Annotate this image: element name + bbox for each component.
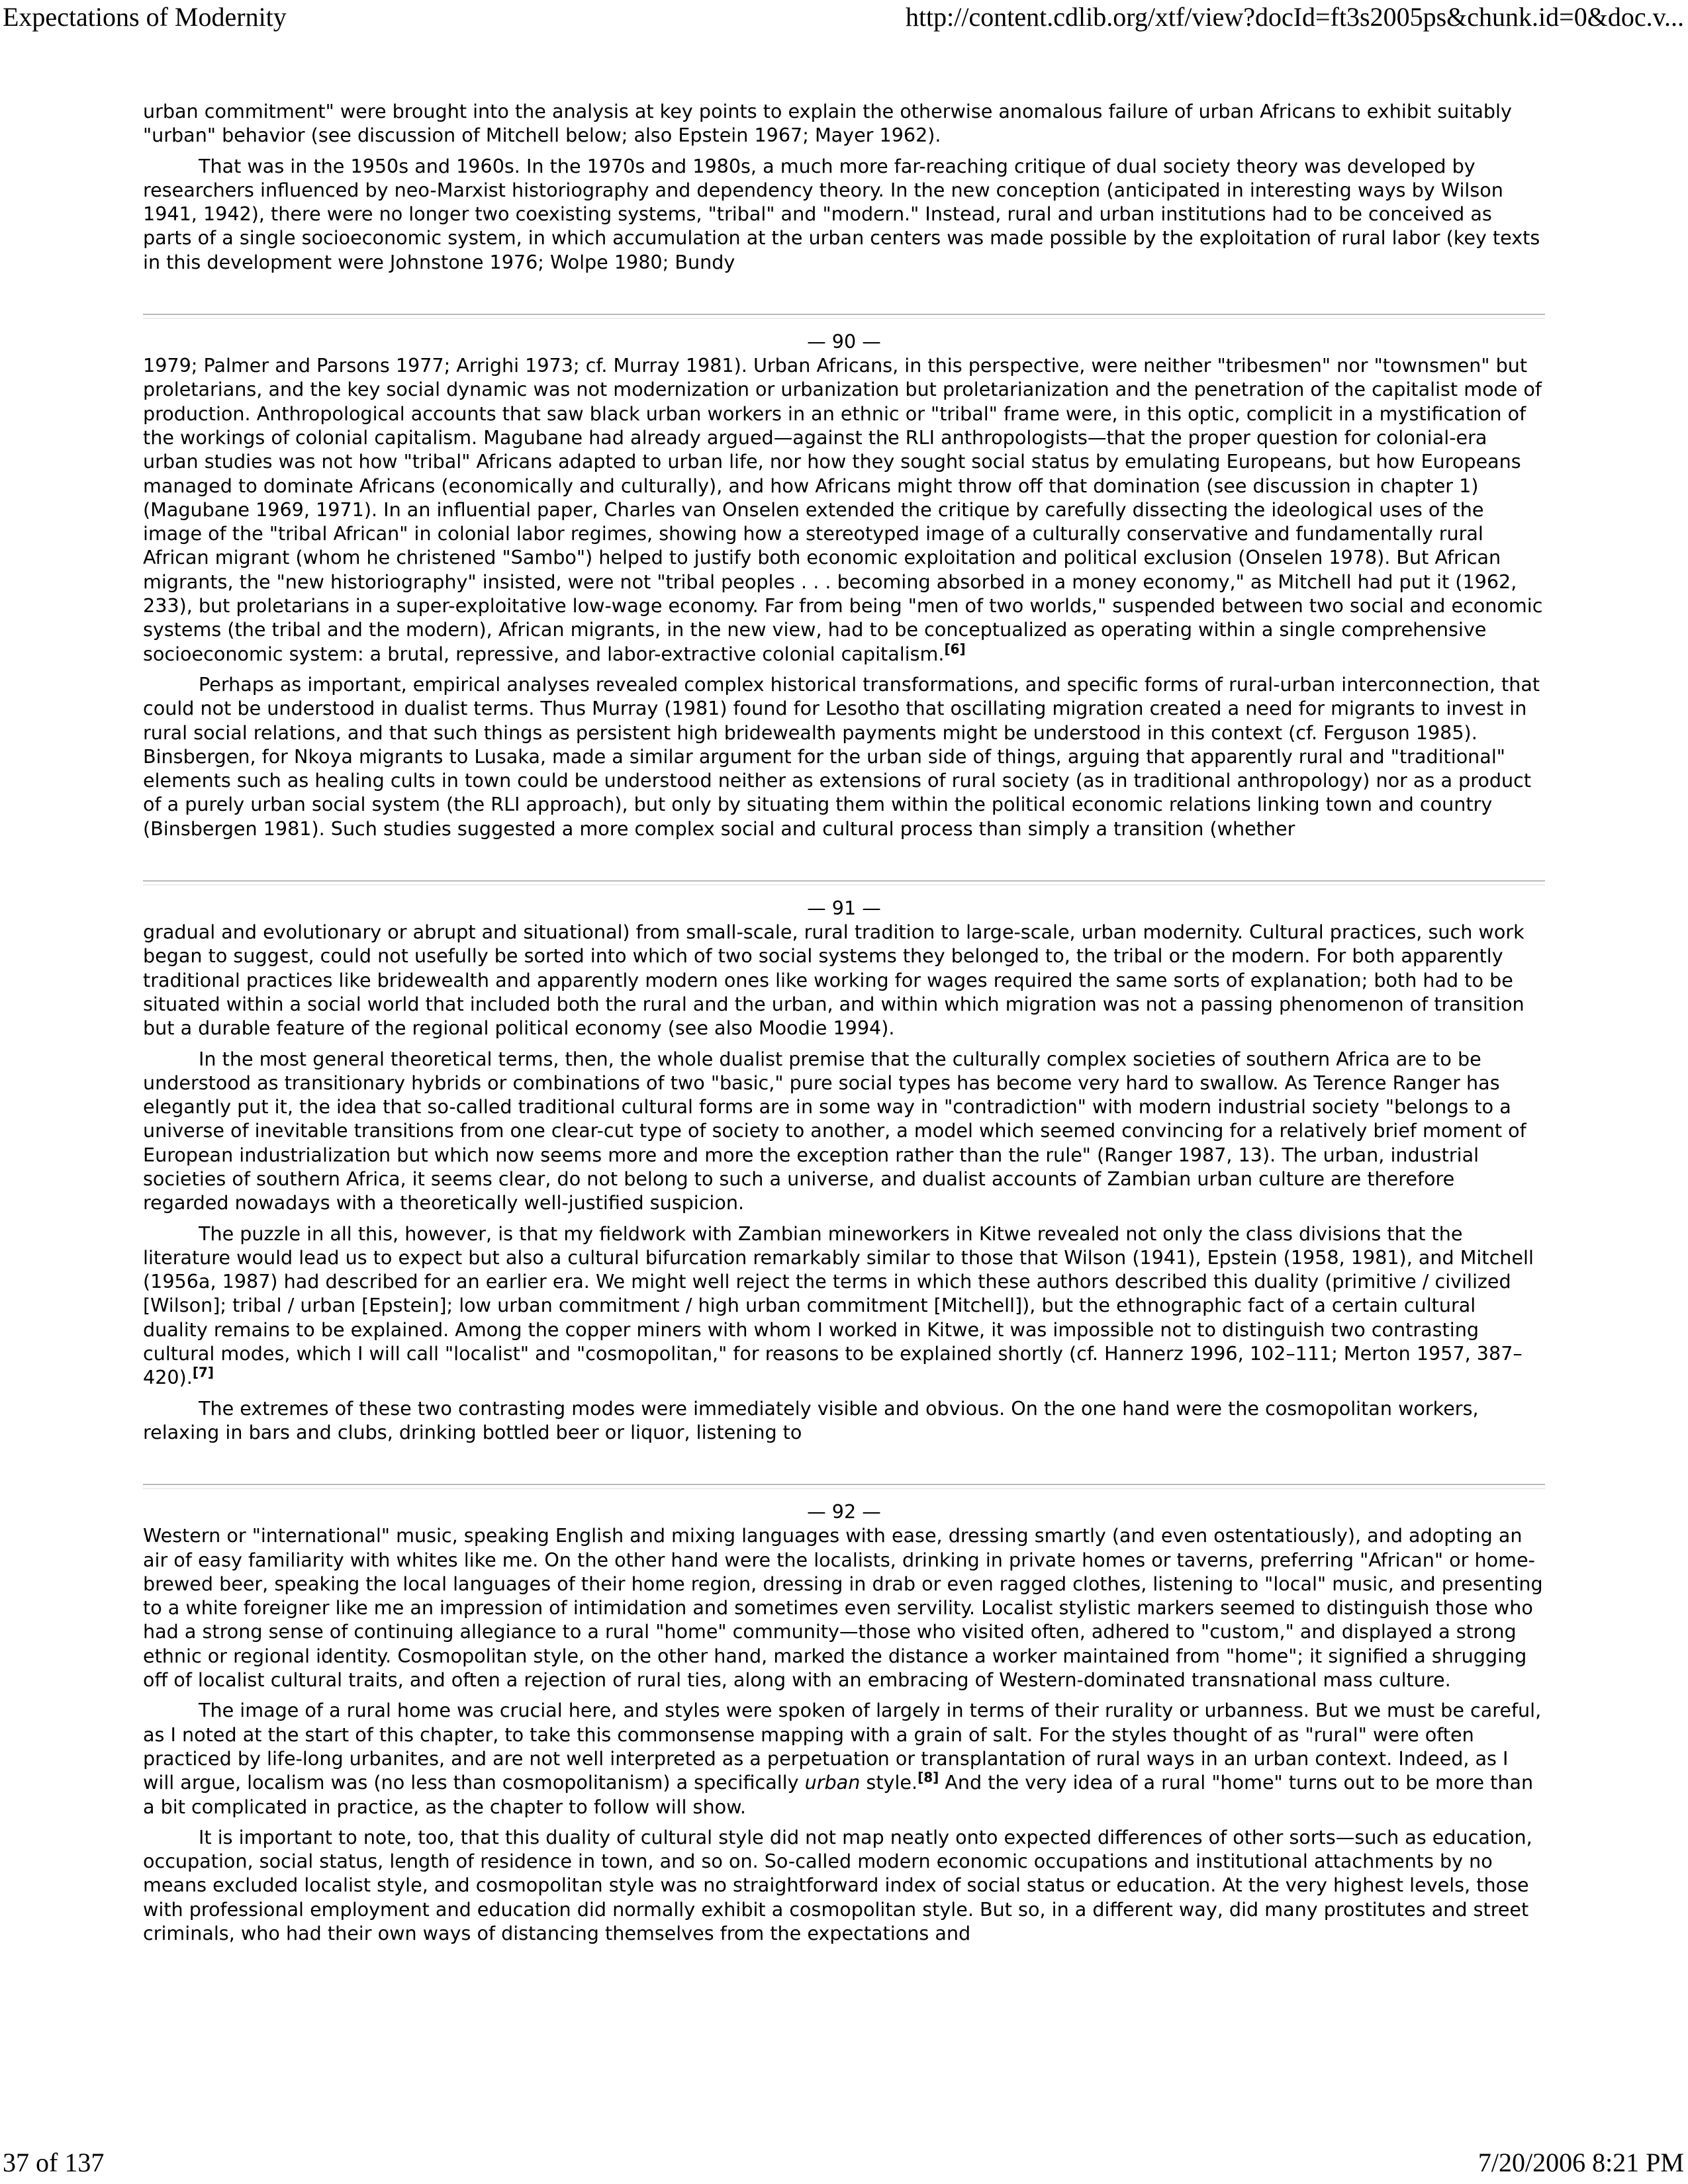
page-divider: [143, 314, 1545, 319]
page-90: [143, 353, 1545, 841]
paragraph: Perhaps as important, empirical analyses revealed complex historical transformations, and specific forms of rural-urban interconnection, that could not be understood in dualist terms. Thus Murray (1981) found for Lesotho that oscillating migration created a need for migrants to invest in rural social relations, and that such things as persistent high bridewealth payments might be understood in this context (cf. Ferguson 1985). Binsbergen, for Nkoya migrants to Lusaka, made a similar argument for the urban side of things, arguing that apparently rural and "traditional" elements such as healing cults in town could be understood neither as extensions of rural society (as in traditional anthropology) nor as a product of a purely urban social system (the RLI approach), but only by situating them within the political economic relations linking town and country (Binsbergen 1981). Such studies suggested a more complex social and cultural process than simply a transition (whether: [143, 672, 1540, 840]
document-body: [143, 99, 1545, 1945]
page-92: [143, 1524, 1545, 1945]
paragraph: urban commitment" were brought into the analysis at key points to explain the otherwise anomalous failure of urban Africans to exhibit suitably "urban" behavior (see discussion of Mitchell below; also Epstein 1967; Mayer 1962).: [143, 100, 1512, 147]
page-number: — 90 —: [807, 330, 881, 353]
footnote-link[interactable]: [6]: [944, 641, 966, 657]
paragraph: In the most general theoretical terms, then, the whole dualist premise that the culturally complex societies of southern Africa are to be understood as transitionary hybrids or combinations of two "basic," pure social types has become very hard to swallow. As Terence Ranger has elegantly put it, the idea that so-called traditional cultural forms are in some way in "contradiction" with modern industrial society "belongs to a universe of inevitable transitions from one clear-cut type of society to another, a model which seemed convincing for a relatively brief moment of European industrialization but which now seems more and more the exception rather than the rule" (Ranger 1987, 13). The urban, industrial societies of southern Africa, it seems clear, do not belong to such a universe, and dualist accounts of Zambian urban culture are therefore regarded nowadays with a theoretically well-justified suspicion.: [143, 1047, 1526, 1214]
page-url: http://content.cdlib.org/xtf/view?docId=ft3s2005ps&chunk.id=0&doc.v...: [905, 2, 1684, 32]
paragraph: That was in the 1950s and 1960s. In the 1970s and 1980s, a much more far-reaching critique of dual society theory was developed by researchers influenced by neo-Marxist historiography and dependency theory. In the new conception (anticipated in interesting ways by Wilson 1941, 1942), there were no longer two coexisting systems, "tribal" and "modern." Instead, rural and urban institutions had to be conceived as parts of a single socioeconomic system, in which accumulation at the urban centers was made possible by the exploitation of rural labor (key texts in this development were Johnstone 1976; Wolpe 1980; Bundy: [143, 154, 1540, 273]
page-number: — 91 —: [807, 897, 881, 920]
page-91: [143, 920, 1545, 1444]
footnote-link[interactable]: [7]: [192, 1364, 214, 1381]
page-number: — 92 —: [807, 1500, 881, 1524]
paragraph: The image of a rural home was crucial here, and styles were spoken of largely in terms of their rurality or urbanness. But we must be careful, as I noted at the start of this chapter, to take this commonsense mapping with a grain of salt. For the styles thought of as "rural" were often practiced by life-long urbanites, and are not well interpreted as a perpetuation or transplantation of rural ways in an urban context. Indeed, as I will argue, localism was (no less than cosmopolitanism) a specifically urban style.[8] And the very idea of a rural "home" turns out to be more than a bit complicated in practice, as the chapter to follow will show.: [143, 1699, 1542, 1818]
print-header: [0, 1, 1688, 34]
paragraph: Western or "international" music, speaking English and mixing languages with ease, dressing smartly (and even ostentatiously), and adopting an air of easy familiarity with whites like me. On the other hand were the localists, drinking in private homes or taverns, preferring "African" or home-brewed beer, speaking the local languages of their home region, dressing in drab or even ragged clothes, listening to "local" music, and presenting to a white foreigner like me an impression of intimidation and sometimes even servility. Localist stylistic markers seemed to distinguish those who had a strong sense of continuing allegiance to a rural "home" community—those who visited often, adhered to "custom," and displayed a strong ethnic or regional identity. Cosmopolitan style, on the other hand, marked the distance a worker maintained from "home"; it signified a shrugging off of localist cultural traits, and often a rejection of rural ties, along with an embracing of Western-dominated transnational mass culture.: [143, 1524, 1543, 1692]
print-footer: [0, 2147, 1688, 2180]
page-divider: [143, 1484, 1545, 1489]
paragraph: It is important to note, too, that this duality of cultural style did not map neatly onto expected differences of other sorts—such as education, occupation, social status, length of residence in town, and so on. So-called modern economic occupations and institutional attachments by no means excluded localist style, and cosmopolitan style was no straightforward index of social status or education. At the very highest levels, those with professional employment and education did normally exhibit a cosmopolitan style. But so, in a different way, did many prostitutes and street criminals, who had their own ways of distancing themselves from the expectations and: [143, 1825, 1532, 1944]
paragraph: The extremes of these two contrasting modes were immediately visible and obvious. On the one hand were the cosmopolitan workers, relaxing in bars and clubs, drinking bottled beer or liquor, listening to: [143, 1396, 1479, 1443]
page-divider: [143, 880, 1545, 886]
paragraph: 1979; Palmer and Parsons 1977; Arrighi 1973; cf. Murray 1981). Urban Africans, in this perspective, were neither "tribesmen" nor "townsmen" but proletarians, and the key social dynamic was not modernization or urbanization but proletarianization and the penetration of the capitalist mode of production. Anthropological accounts that saw black urban workers in an ethnic or "tribal" frame were, in this optic, complicit in a mystification of the workings of colonial capitalism. Magubane had already argued—against the RLI anthropologists—that the proper question for colonial-era urban studies was not how "tribal" Africans adapted to urban life, nor how they sought social status by emulating Europeans, but how Europeans managed to dominate Africans (economically and culturally), and how Africans might throw off that domination (see discussion in chapter 1) (Magubane 1969, 1971). In an influential paper, Charles van Onselen extended the critique by carefully dissecting the ideological uses of the image of the "tribal African" in colonial labor regimes, showing how a stereotyped image of a culturally conservative and fundamentally rural African migrant (whom he christened "Sambo") helped to justify both economic exploitation and political exclusion (Onselen 1978). But African migrants, the "new historiography" insisted, were not "tribal peoples . . . becoming absorbed in a money economy," as Mitchell had put it (1962, 233), but proletarians in a super-exploitative low-wage economy. Far from being "men of two worlds," suspended between two social and economic systems (the tribal and the modern), African migrants, in the new view, had to be conceptualized as operating within a single comprehensive socioeconomic system: a brutal, repressive, and labor-extractive colonial capitalism.[6]: [143, 354, 1543, 665]
page-count: 37 of 137: [3, 2148, 105, 2177]
document-title: Expectations of Modernity: [3, 2, 287, 32]
page-89-tail: [143, 99, 1545, 274]
paragraph: gradual and evolutionary or abrupt and situational) from small-scale, rural tradition to large-scale, urban modernity. Cultural practices, such work began to suggest, could not usefully be sorted into which of two social systems they belonged to, the tribal or the modern. For both apparently traditional practices like bridewealth and apparently modern ones like working for wages required the same sorts of explanation; both had to be situated within a social world that included both the rural and the urban, and within which migration was not a passing phenomenon of transition but a durable feature of the regional political economy (see also Moodie 1994).: [143, 921, 1524, 1040]
footnote-link[interactable]: [8]: [917, 1769, 939, 1786]
paragraph: The puzzle in all this, however, is that my fieldwork with Zambian mineworkers in Kitwe revealed not only the class divisions that the literature would lead us to expect but also a cultural bifurcation remarkably similar to those that Wilson (1941), Epstein (1958, 1981), and Mitchell (1956a, 1987) had described for an earlier era. We might well reject the terms in which these authors described this duality (primitive / civilized [Wilson]; tribal / urban [Epstein]; low urban commitment / high urban commitment [Mitchell]), but the ethnographic fact of a certain cultural duality remains to be explained. Among the copper miners with whom I worked in Kitwe, it was impossible not to distinguish two contrasting cultural modes, which I will call "localist" and "cosmopolitan," for reasons to be explained shortly (cf. Hannerz 1996, 102–111; Merton 1957, 387–420).[7]: [143, 1222, 1534, 1389]
print-timestamp: 7/20/2006 8:21 PM: [1477, 2148, 1684, 2177]
